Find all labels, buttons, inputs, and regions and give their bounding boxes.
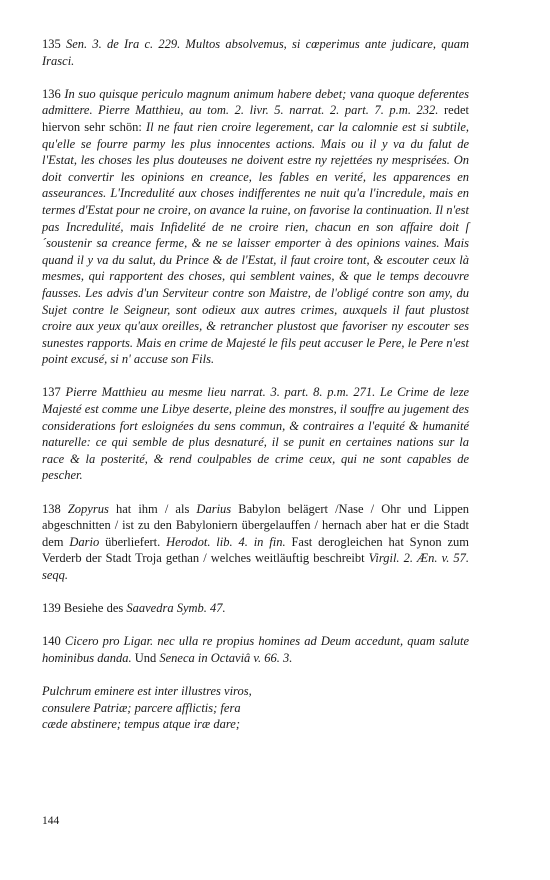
italic-text: Saavedra Symb. 47. (126, 601, 226, 616)
footnote-number: 137 (42, 385, 61, 400)
roman-text: Und (131, 650, 160, 665)
footnote-139 (42, 600, 469, 617)
footnote-number: 140 (42, 634, 61, 649)
italic-text: Pierre Matthieu au mesme lieu narrat. 3. part. 8. p.m. 271. Le Crime de leze Majesté est comme une Libye deserte, pleine des monstres, il souffre au jugement des considerations fort esloignées du sens commun, & contraires a l'equité & humanité naturelle: ce qui semble de plus desnaturé, il se punit en certaines nations sur la race & la posterité, & rend coulpables de crime ceux, qui ne sont capables de pescher. (42, 385, 470, 483)
footnote-136 (42, 86, 469, 368)
roman-text: Besiehe des (63, 601, 127, 616)
italic-text: Herodot. lib. 4. in fin. (166, 534, 286, 549)
footnote-number: 136 (42, 86, 61, 101)
italic-text: Seneca in Octaviâ v. 66. 3. (159, 650, 293, 665)
roman-text: Babylon belägert /Nase / Ohr und Lippen abgeschnitten / ist zu den Babyloniern übergelauffen / hernach aber hat er die Stadt dem (42, 501, 469, 549)
italic-text: Zopyrus (67, 501, 109, 516)
notes-list (42, 36, 469, 667)
verse-quotation (42, 683, 469, 733)
page-number: 144 (42, 815, 60, 827)
italic-text: Cicero pro Ligar. nec ulla re propius homines ad Deum accedunt, quam salute hominibus danda. (42, 634, 470, 665)
footnote-number: 135 (42, 37, 61, 51)
footnote-number: 138 (42, 501, 61, 516)
roman-text: hat ihm / als (108, 501, 197, 516)
verse-line: Pulchrum eminere est inter illustres viros, (42, 684, 252, 699)
italic-text: In suo quisque periculo magnum animum habere debet; vana quoque deferentes admittere. Pierre Matthieu, au tom. 2. livr. 5. narrat. 2. part. 7. p.m. 232. (42, 86, 469, 118)
roman-text: Fast derogleichen hat Synon zum Verderb der Stadt Troja gethan / welches weitläuftig beschreibt (42, 534, 469, 566)
footnote-135 (42, 36, 469, 69)
verse-line: cæde abstinere; tempus atque iræ dare; (42, 717, 240, 732)
footnote-number: 139 (42, 601, 61, 616)
verse-line: consulere Patriæ; parcere afflictis; fera (42, 700, 241, 715)
footnote-137 (42, 384, 469, 484)
roman-text: redet hiervon sehr schön: (42, 103, 469, 134)
footnotes-block (42, 36, 469, 733)
italic-text: Sen. 3. de Ira c. 229. Multos absolvemus, si cœperimus ante judicare, quam Irasci. (42, 37, 469, 68)
italic-text: Il ne faut rien croire legerement, car la calomnie est si subtile, qu'elle se fourre parmy les plus innocentes actions. Mais ou il y va du falut de l'Estat, les choses les plus douteuses ne doivent estre ny rejettées ny mesprisées. On doit convertir les opinions en creance, les fables en verité, les apparences en asseurances. L'Incredulité aux choses indifferentes ne nuit qu'a l'incredule, mais en termes d'Estat pour ne croire, on avance la ruine, on favorise la continuation. Il n'est pas Incredulité, mais Infidelité de ne croire rien, chacun en son affaire doit ſ´soustenir sa creance ferme, & ne se laisser emporter à des opinions vaines. Mais quand il y va du salut, du Prince & de l'Estat, il faut croire tont, & escouter ceux là mesmes, qui rapportent des choses, qui semblent vaines, & que le temps decouvre fausses. Les advis d'un Serviteur contre son Maistre, de l'obligé contre son amy, du Sujet contre le Seigneur, sont odieux aux autres crimes, auxquels il faut plustost croire aux yeux qu'aux oreilles, & retrancher plustost que favoriser ny escouter ses sunestes rapports. Mais en crime de Majesté le fils peut accuser le Pere, le Pere n'est point excusé, si n' accuse son Fils. (42, 119, 469, 367)
footnote-140 (42, 633, 469, 666)
footnote-138 (42, 501, 469, 584)
italic-text: Dario (69, 534, 100, 549)
italic-text: Virgil. 2. Æn. v. 57. seqq. (42, 551, 469, 582)
italic-text: Darius (196, 501, 232, 516)
roman-text: überliefert. (99, 534, 167, 549)
